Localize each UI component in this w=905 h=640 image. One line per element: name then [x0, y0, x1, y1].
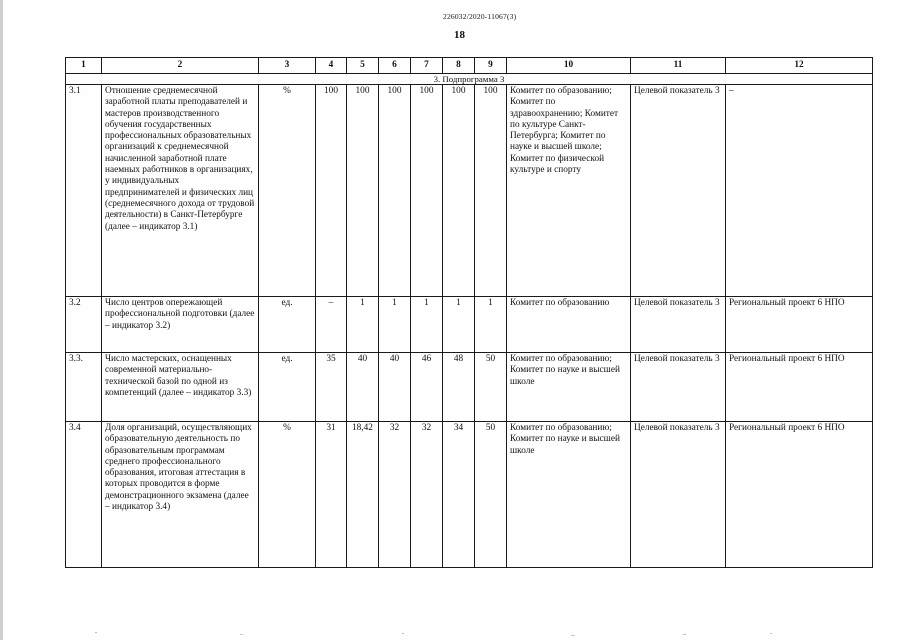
- unit: %: [259, 422, 316, 568]
- responsible: Комитет по образованию; Комитет по науке и высшей школе: [507, 422, 631, 568]
- scan-edge: [0, 0, 3, 640]
- value-cell: 50: [475, 353, 507, 422]
- indicators-table: [65, 57, 873, 568]
- indicator-name: Число мастерских, оснащенных современной материально-технической базой по одной из компетенций (далее – индикатор 3.3): [102, 353, 259, 422]
- column-number: 12: [726, 58, 873, 74]
- indicator-name: Число центров опережающей профессиональной подготовки (далее – индикатор 3.2): [102, 297, 259, 353]
- column-number: 7: [411, 58, 443, 74]
- value-cell: 40: [347, 353, 379, 422]
- value-cell: 18,42: [347, 422, 379, 568]
- row-code: 3.1: [66, 85, 102, 297]
- value-cell: 32: [411, 422, 443, 568]
- value-cell: 35: [316, 353, 347, 422]
- responsible: Комитет по образованию: [507, 297, 631, 353]
- table-row: [66, 85, 873, 297]
- regional-project: Региональный проект 6 НПО: [726, 297, 873, 353]
- value-cell: 48: [443, 353, 475, 422]
- target-indicator: Целевой показатель 3: [631, 422, 726, 568]
- value-cell: 46: [411, 353, 443, 422]
- section-row: [66, 74, 873, 85]
- value-cell: 1: [411, 297, 443, 353]
- column-number: 2: [102, 58, 259, 74]
- column-number: 4: [316, 58, 347, 74]
- row-code: 3.2: [66, 297, 102, 353]
- responsible: Комитет по образованию; Комитет по здравоохранению; Комитет по культуре Санкт-Петербурга; Комитет по науке и высшей школе; Комитет по физической культуре и спорту: [507, 85, 631, 297]
- column-number: 1: [66, 58, 102, 74]
- value-cell: 100: [411, 85, 443, 297]
- unit: %: [259, 85, 316, 297]
- value-cell: 1: [475, 297, 507, 353]
- section-title: 3. Подпрограмма 3: [66, 74, 873, 85]
- scan-noise: [0, 628, 905, 640]
- column-number: 3: [259, 58, 316, 74]
- value-cell: 1: [443, 297, 475, 353]
- column-number-row: [66, 58, 873, 74]
- column-number: 10: [507, 58, 631, 74]
- target-indicator: Целевой показатель 3: [631, 85, 726, 297]
- value-cell: 34: [443, 422, 475, 568]
- regional-project: Региональный проект 6 НПО: [726, 353, 873, 422]
- column-number: 11: [631, 58, 726, 74]
- column-number: 6: [379, 58, 411, 74]
- value-cell: 100: [347, 85, 379, 297]
- document-id: 226032/2020-11067(3): [443, 12, 517, 21]
- column-number: 9: [475, 58, 507, 74]
- regional-project: Региональный проект 6 НПО: [726, 422, 873, 568]
- responsible: Комитет по образованию; Комитет по науке и высшей школе: [507, 353, 631, 422]
- table-row: [66, 297, 873, 353]
- page-number: 18: [454, 29, 465, 41]
- row-code: 3.4: [66, 422, 102, 568]
- value-cell: 100: [475, 85, 507, 297]
- target-indicator: Целевой показатель 3: [631, 353, 726, 422]
- unit: ед.: [259, 353, 316, 422]
- value-cell: 31: [316, 422, 347, 568]
- row-code: 3.3.: [66, 353, 102, 422]
- column-number: 5: [347, 58, 379, 74]
- value-cell: 40: [379, 353, 411, 422]
- target-indicator: Целевой показатель 3: [631, 297, 726, 353]
- column-number: 8: [443, 58, 475, 74]
- indicator-name: Доля организаций, осуществляющих образовательную деятельность по образовательным программам среднего профессионального образования, итоговая аттестация в которых проводится в форме демонстрационного экзамена (далее – индикатор 3.4): [102, 422, 259, 568]
- value-cell: 1: [379, 297, 411, 353]
- value-cell: 100: [379, 85, 411, 297]
- table-row: [66, 422, 873, 568]
- value-cell: 1: [347, 297, 379, 353]
- indicator-name: Отношение среднемесячной заработной платы преподавателей и мастеров производственного обучения государственных профессиональных образовательных организаций к среднемесячной начисленной заработной плате наемных работников в организациях, у индивидуальных предпринимателей и физических лиц (среднемесячного дохода от трудовой деятельности) в Санкт-Петербурге (далее – индикатор 3.1): [102, 85, 259, 297]
- value-cell: –: [316, 297, 347, 353]
- value-cell: 100: [316, 85, 347, 297]
- unit: ед.: [259, 297, 316, 353]
- value-cell: 100: [443, 85, 475, 297]
- value-cell: 50: [475, 422, 507, 568]
- regional-project: –: [726, 85, 873, 297]
- table-row: [66, 353, 873, 422]
- value-cell: 32: [379, 422, 411, 568]
